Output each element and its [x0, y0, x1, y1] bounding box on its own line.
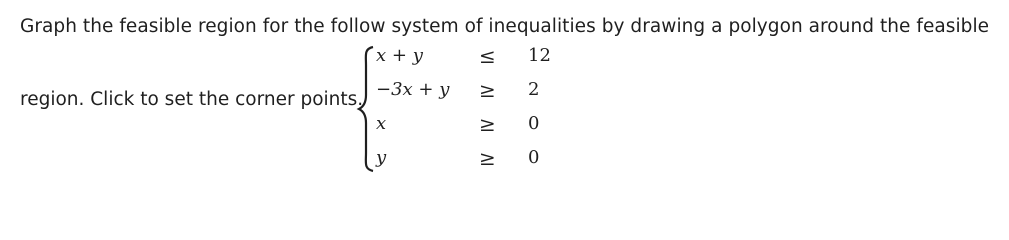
inequality-relation: ≤: [479, 44, 496, 68]
inequality-relation: ≥: [479, 146, 496, 170]
inequality-lhs: −3x + y: [376, 79, 450, 100]
inequality-row: [376, 79, 576, 109]
inequality-relation: ≥: [479, 78, 496, 102]
inequality-rhs: 0: [528, 147, 540, 168]
inequality-row: [376, 113, 576, 143]
inequality-rhs: 2: [528, 79, 540, 100]
inequality-rhs: 12: [528, 45, 551, 66]
inequality-row: [376, 147, 576, 177]
left-brace: [356, 45, 376, 173]
inequality-lhs: x: [376, 113, 387, 134]
question-text-line-2: region. Click to set the corner points.: [20, 89, 364, 110]
inequality-relation: ≥: [479, 112, 496, 136]
inequality-system: [356, 45, 566, 173]
inequality-row: [376, 45, 576, 75]
question-text-line-1: Graph the feasible region for the follow system of inequalities by drawing a polygon around the feasible: [20, 16, 990, 37]
inequality-lhs: x + y: [376, 45, 423, 66]
inequality-rhs: 0: [528, 113, 540, 134]
inequality-lhs: y: [376, 147, 387, 168]
